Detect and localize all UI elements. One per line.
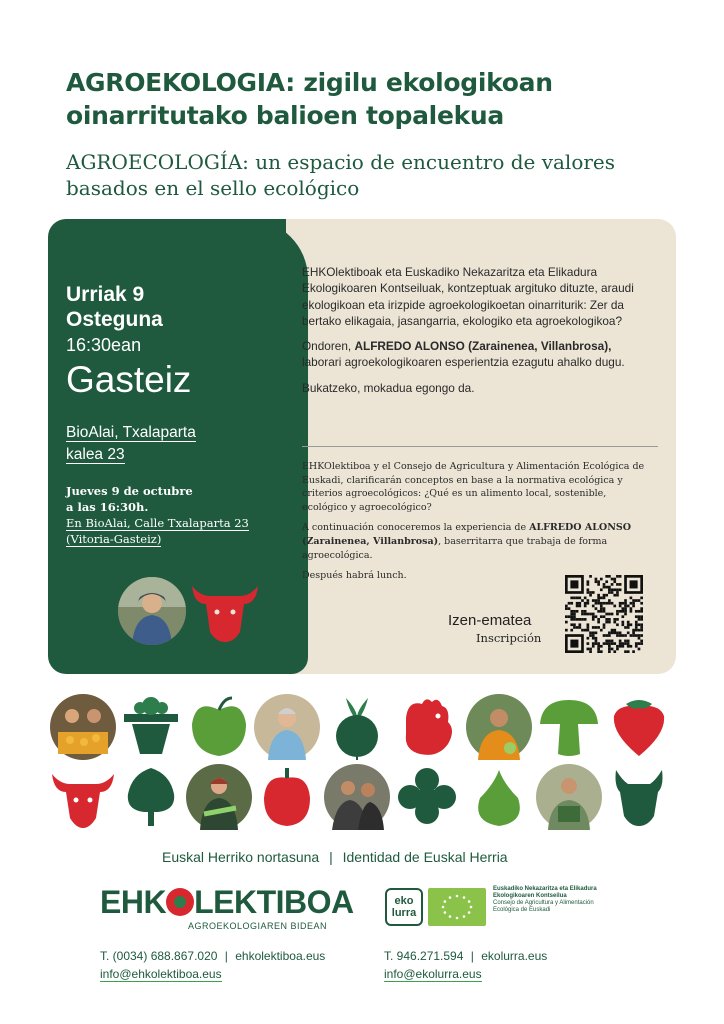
event-info-es: Jueves 9 de octubre a las 16:30h. En BioAlai, Calle Txalaparta 23 (Vitoria-Gasteiz) [66,484,249,546]
page-title [66,66,666,132]
ekolurra-logo: eko lurra [385,888,423,926]
eko-contact: T. 946.271.594 | ekolurra.eus info@ekolurra.eus [384,949,548,981]
description-es: EHKOlektiboa y el Consejo de Agricultura y Alimentación Ecológica de Euskadi, clarificarán conceptos en base a la normativa ecológica y criterios agroecológicos: ¿Qué es un alimento local, sostenible, ecológico y agroecológico? A continuación conoceremos la experiencia de ALFREDO ALONSO (Zarainenea, Villanbrosa), baserritarra que trabaja de forma agroecológica. Después habrá lunch. [302,461,645,582]
title-eu-line2: oinarritutako balioen topalekua [66,101,504,130]
divider [302,446,658,447]
registration-label-es: Inscripción [476,631,542,645]
eu-organic-logo [428,888,486,926]
registration-label-eu: Izen-ematea [448,612,532,629]
beet-icon [324,694,390,764]
qr-code[interactable] [565,575,643,653]
eko-email-link[interactable]: info@ekolurra.eus [384,967,482,981]
goat-icon [606,764,672,834]
apple-icon [186,694,252,764]
rooster-icon [394,694,460,764]
eko-council-name: Euskadiko Nekazaritza eta Elikadura Ekologikoaren Kontseilua Consejo de Agricultura y Alimentación Ecológica de Euskadi [493,886,597,913]
tagline: Euskal Herriko nortasuna | Identidad de Euskal Herria [162,849,508,865]
pepper-icon [254,764,320,834]
fig-icon [466,764,532,834]
woman-greens-photo [186,764,252,834]
people-photo [50,694,116,764]
man-photo [536,764,602,834]
clover-icon [394,764,460,834]
event-city: Gasteiz [66,359,192,400]
mushroom-icon [536,694,602,764]
page-subtitle [66,149,666,201]
event-date: Urriak 9 Osteguna [66,283,163,331]
title-eu-line1: AGROEKOLOGIA: zigilu ekologikoan [66,68,553,97]
cow-icon [190,576,260,650]
ehkolektiboa-subtitle: AGROEKOLOGIAREN BIDEAN [188,921,328,931]
cow-icon [50,764,116,834]
tree-icon [118,764,184,834]
farmer-photo [118,577,186,645]
ehk-email-link[interactable]: info@ehkolektiboa.eus [100,967,222,981]
eko-phone: T. 946.271.594 [384,949,464,963]
event-time: 16:30ean [66,335,142,355]
description-eu: EHKOlektiboak eta Euskadiko Nekazaritza eta Elikadura Ekologikoaren Kontseiluak, kontzeptuak argituko dituzte, araudi ekologikoan eta irizpide agroekologikoetan oinarriturik: Zer da bertako elikagaia, jasangarria, ekologiko eta agroekologikoa? Ondoren, ALFREDO ALONSO (Zarainenea, Villanbrosa), laborari agroekologikoaren esperientzia ezagutu ahalko dugu. Bukatzeko, mokadua egongo da. [302,265,634,395]
title-es-line1: AGROECOLOGÍA: un espacio de encuentro de valores [66,150,616,174]
ehk-contact: T. (0034) 688.867.020 | ehkolektiboa.eus info@ehkolektiboa.eus [100,949,326,981]
title-es-line2: basados en el sello ecológico [66,176,360,200]
pot-icon [118,694,184,764]
ehkolektiboa-logo: EHK LEKTIBOA [100,884,354,920]
event-place[interactable]: BioAlai, Txalaparta kalea 23 [66,424,196,463]
ehk-web-link[interactable]: ehkolektiboa.eus [235,949,326,963]
men-photo [324,764,390,834]
eko-web-link[interactable]: ekolurra.eus [481,949,548,963]
ehk-phone: T. (0034) 688.867.020 [100,949,218,963]
farmer-photo [466,694,532,764]
strawberry-icon [606,694,672,764]
woman-photo [254,694,320,764]
